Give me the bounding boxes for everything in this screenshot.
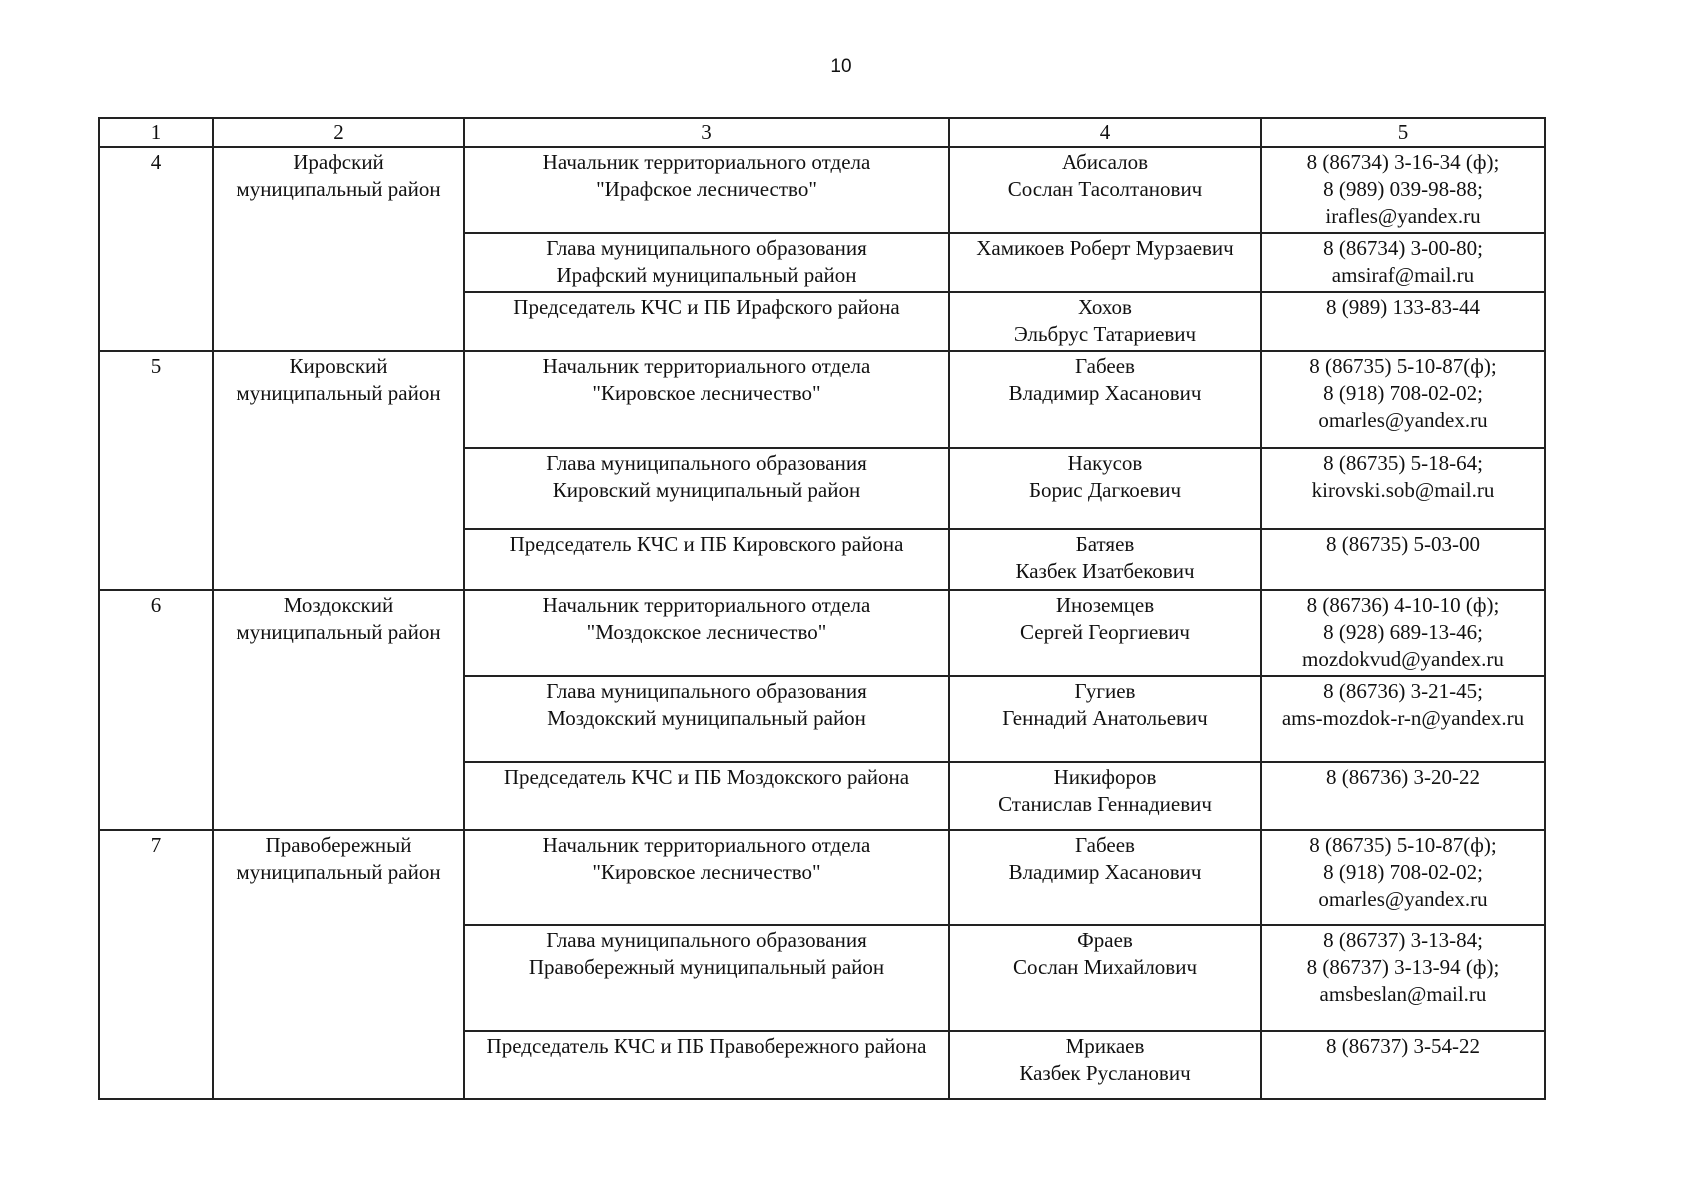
position-cell [464,925,949,1031]
row-number-cell [99,351,213,590]
district-name: муниципальный район [236,860,441,884]
person-name-cell [949,762,1261,830]
position-cell [464,448,949,529]
position-text: Начальник территориального отдела [542,833,871,857]
position-cell [464,147,949,233]
person-name: Габеев [1075,354,1135,378]
contact-line: kirovski.sob@mail.ru [1311,478,1495,502]
person-name: Борис Дагкоевич [1028,478,1182,502]
district-name: муниципальный район [236,620,441,644]
position-cell [464,351,949,448]
contact-line: 8 (918) 708-02-02; [1323,381,1483,405]
position-cell [464,1031,949,1099]
contact-line: 8 (86736) 3-21-45; [1323,679,1483,703]
position-text: Председатель КЧС и ПБ Моздокского района [503,765,910,789]
contacts-cell [1261,590,1545,676]
position-text: "Ирафское лесничество" [596,177,817,201]
position-text: Начальник территориального отдела [542,354,871,378]
contact-line: 8 (989) 133-83-44 [1326,295,1480,319]
person-name: Накусов [1067,451,1143,475]
person-name: Мрикаев [1065,1034,1145,1058]
position-text: Моздокский муниципальный район [547,706,866,730]
contact-line: 8 (86737) 3-54-22 [1326,1034,1480,1058]
position-text: Председатель КЧС и ПБ Правобережного района [486,1034,927,1058]
person-name: Станислав Геннадиевич [998,792,1212,816]
page-number: 10 [830,56,852,77]
position-text: Глава муниципального образования [546,679,867,703]
person-name-cell [949,1031,1261,1099]
contact-line: 8 (86735) 5-03-00 [1326,532,1480,556]
table-row [99,830,1545,925]
position-text: "Кировское лесничество" [592,381,821,405]
column-header: 4 [949,118,1261,147]
person-name: Сослан Тасолтанович [1007,177,1203,201]
contacts-cell [1261,233,1545,292]
table-row [99,590,1545,676]
position-text: Начальник территориального отдела [542,593,871,617]
person-name: Сергей Георгиевич [1020,620,1190,644]
column-header: 5 [1261,118,1545,147]
contacts-cell [1261,147,1545,233]
contacts-cell [1261,292,1545,351]
person-name: Иноземцев [1055,593,1155,617]
position-text: Председатель КЧС и ПБ Кировского района [509,532,904,556]
contact-line: omarles@yandex.ru [1318,887,1488,911]
position-cell [464,233,949,292]
person-name: Владимир Хасанович [1008,381,1202,405]
person-name-cell [949,292,1261,351]
position-text: Глава муниципального образования [546,928,867,952]
person-name-cell [949,925,1261,1031]
table-header-row [99,118,1545,147]
position-text: Начальник территориального отдела [542,150,871,174]
row-number: 6 [150,593,162,617]
contacts-cell [1261,676,1545,762]
person-name-cell [949,590,1261,676]
person-name-cell [949,448,1261,529]
contacts-cell [1261,351,1545,448]
row-number: 4 [150,150,162,174]
contact-line: amsbeslan@mail.ru [1319,982,1487,1006]
person-name: Гугиев [1074,679,1136,703]
position-text: Глава муниципального образования [546,451,867,475]
district-name: Кировский [289,354,388,378]
contact-line: 8 (86736) 4-10-10 (ф); [1306,593,1500,617]
person-name: Хохов [1078,295,1132,319]
position-cell [464,762,949,830]
contact-line: amsiraf@mail.ru [1331,263,1475,287]
position-cell [464,292,949,351]
position-text: Председатель КЧС и ПБ Ирафского района [513,295,900,319]
contact-line: 8 (86737) 3-13-84; [1323,928,1483,952]
contact-line: 8 (86735) 5-10-87(ф); [1309,833,1497,857]
district-cell [213,351,464,590]
row-number: 5 [150,354,162,378]
position-cell [464,676,949,762]
person-name-cell [949,147,1261,233]
contacts-cell [1261,1031,1545,1099]
position-text: Глава муниципального образования [546,236,867,260]
row-number: 7 [150,833,162,857]
person-name: Фраев [1077,928,1133,952]
column-header: 3 [464,118,949,147]
person-name: Хамикоев Роберт Мурзаевич [976,236,1234,260]
district-name: муниципальный район [236,177,441,201]
contact-line: 8 (86737) 3-13-94 (ф); [1306,955,1500,979]
table-row [99,351,1545,448]
contact-line: 8 (86735) 5-10-87(ф); [1309,354,1497,378]
person-name-cell [949,351,1261,448]
person-name-cell [949,233,1261,292]
person-name-cell [949,676,1261,762]
person-name: Батяев [1075,532,1135,556]
row-number-cell [99,830,213,1099]
contacts-cell [1261,529,1545,590]
contacts-cell [1261,925,1545,1031]
position-text: Правобережный муниципальный район [528,955,885,979]
position-cell [464,830,949,925]
person-name: Абисалов [1062,150,1148,174]
district-cell [213,830,464,1099]
person-name: Эльбрус Татариевич [1013,322,1197,346]
person-name: Геннадий Анатольевич [1002,706,1208,730]
person-name: Сослан Михайлович [1012,955,1198,979]
contact-line: mozdokvud@yandex.ru [1302,647,1504,671]
position-text: Кировский муниципальный район [552,478,861,502]
table-row [99,147,1545,233]
person-name: Габеев [1075,833,1135,857]
person-name: Владимир Хасанович [1008,860,1202,884]
person-name: Казбек Изатбекович [1015,559,1195,583]
row-number-cell [99,590,213,830]
row-number-cell [99,147,213,351]
contacts-cell [1261,448,1545,529]
contact-line: ams-mozdok-r-n@yandex.ru [1281,706,1525,730]
person-name: Никифоров [1053,765,1157,789]
district-name: муниципальный район [236,381,441,405]
contact-line: 8 (86736) 3-20-22 [1326,765,1480,789]
column-header: 2 [213,118,464,147]
contact-line: 8 (86734) 3-16-34 (ф); [1306,150,1500,174]
district-name: Правобережный [265,833,412,857]
contact-line: irafles@yandex.ru [1325,204,1481,228]
position-text: "Моздокское лесничество" [586,620,827,644]
position-text: "Кировское лесничество" [592,860,821,884]
district-name: Моздокский [283,593,394,617]
contacts-table [98,117,1546,1100]
contact-line: 8 (918) 708-02-02; [1323,860,1483,884]
person-name-cell [949,529,1261,590]
district-cell [213,590,464,830]
person-name-cell [949,830,1261,925]
district-name: Ирафский [293,150,384,174]
contact-line: 8 (928) 689-13-46; [1323,620,1483,644]
contact-line: 8 (86735) 5-18-64; [1323,451,1483,475]
contacts-cell [1261,762,1545,830]
person-name: Казбек Русланович [1019,1061,1191,1085]
contact-line: 8 (86734) 3-00-80; [1323,236,1483,260]
position-cell [464,590,949,676]
contact-line: omarles@yandex.ru [1318,408,1488,432]
district-cell [213,147,464,351]
position-cell [464,529,949,590]
position-text: Ирафский муниципальный район [556,263,857,287]
column-header: 1 [99,118,213,147]
contacts-cell [1261,830,1545,925]
contact-line: 8 (989) 039-98-88; [1323,177,1483,201]
